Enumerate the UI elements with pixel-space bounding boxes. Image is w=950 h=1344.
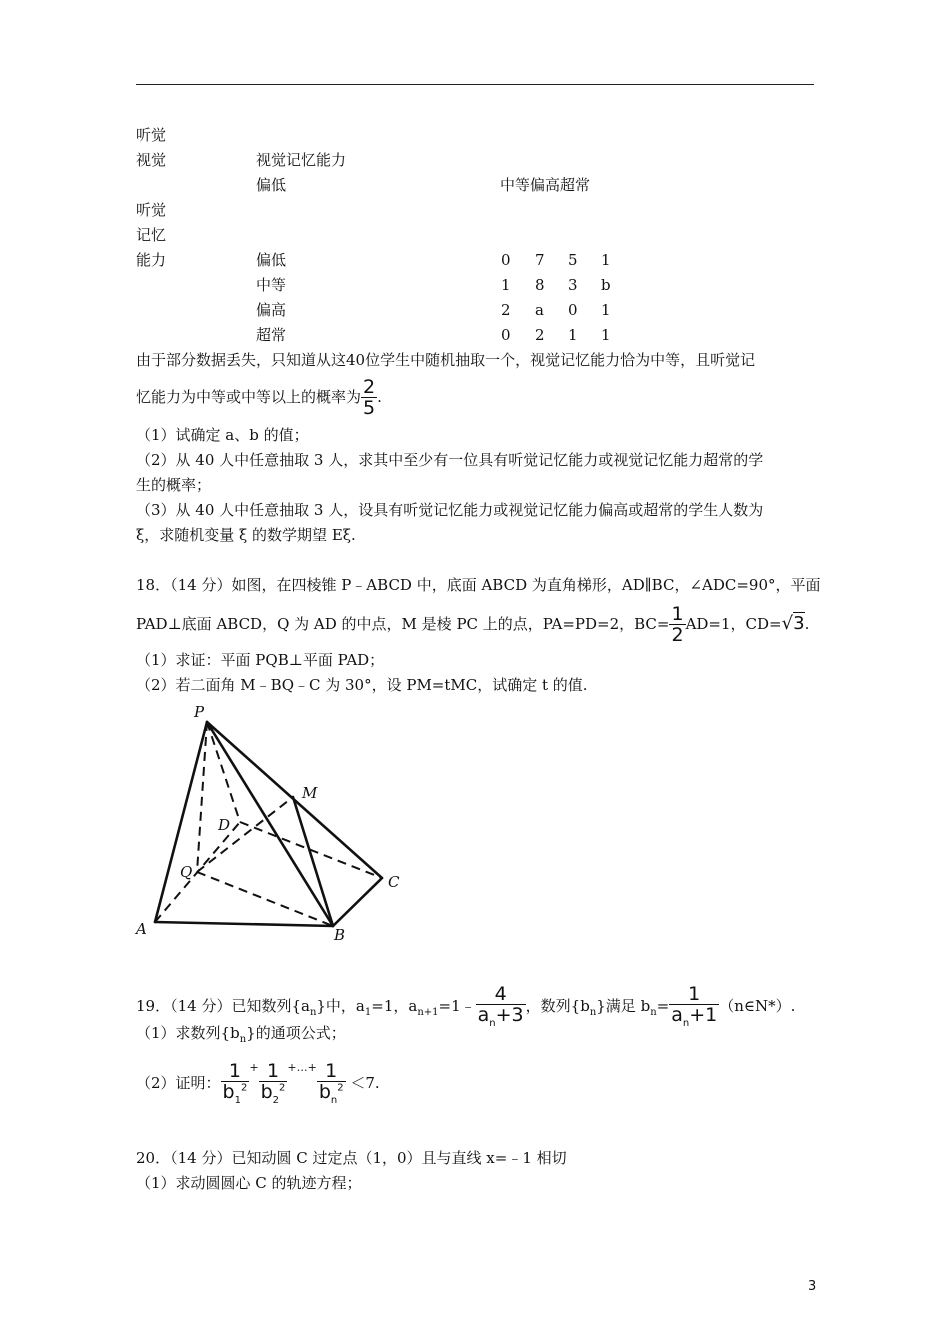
table-cell: 0 (568, 301, 578, 319)
frac-den (221, 1081, 250, 1106)
subscript: n (489, 1017, 496, 1029)
q19-text: （2）证明： (136, 1073, 221, 1092)
fraction-1-over-bn-sq (317, 1062, 346, 1106)
q19-text: （n∈N*）. (719, 996, 796, 1015)
q19-text: =1，a (371, 996, 418, 1015)
q17-part3a: （3）从 40 人中任意抽取 3 人，设具有听觉记忆能力或视觉记忆能力偏高或超常的学生人数为 (136, 501, 764, 519)
vertex-label-Q: Q (180, 863, 193, 881)
subscript: n (309, 1006, 317, 1018)
table-col-low: 偏低 (256, 176, 287, 194)
q17-part1: （1）试确定 a、b 的值； (136, 426, 309, 444)
superscript: 2 (240, 1082, 248, 1094)
table-cell: 3 (568, 276, 578, 294)
vertex-label-A: A (136, 920, 147, 938)
frac-num: 2 (363, 376, 376, 398)
q19-text: }满足 b (596, 996, 651, 1015)
subscript: 1 (364, 1006, 372, 1018)
pyramid-figure (130, 700, 420, 945)
q18-line2-mid: AD=1，CD= (685, 615, 782, 633)
subscript: 1 (234, 1094, 241, 1106)
q19-text: ，数列{b (525, 996, 590, 1015)
fraction-1-over-b1-sq (221, 1062, 250, 1106)
table-row-label: 偏高 (256, 301, 287, 319)
edge-PA (155, 722, 207, 922)
q19-text: ＜7. (350, 1073, 380, 1092)
q19-text: }中，a (316, 996, 365, 1015)
fraction-4-over-an-plus-3 (476, 985, 526, 1029)
q18-line2 (136, 605, 816, 645)
table-cell: 8 (535, 276, 545, 294)
table-cell: 2 (501, 301, 511, 319)
q19-text: 19．（14 分）已知数列{a (136, 996, 310, 1015)
fraction-1-over-b2-sq (259, 1062, 288, 1106)
vertex-label-C: C (388, 873, 400, 891)
table-row-head-1: 听觉 (136, 201, 167, 219)
vertex-label-B: B (334, 926, 346, 944)
q17-line1: 由于部分数据丢失，只知道从这40位学生中随机抽取一个，视觉记忆能力恰为中等，且听觉记 (136, 351, 756, 369)
frac-den-var: a (477, 1004, 490, 1026)
table-cell: 7 (535, 251, 545, 269)
superscript: 2 (279, 1082, 286, 1094)
table-header-visual-memory: 视觉记忆能力 (256, 151, 347, 169)
q19-text: = (656, 996, 670, 1015)
ellipsis-sum: +…+ (287, 1061, 317, 1074)
edge-AB (155, 922, 333, 926)
frac-num: 1 (671, 603, 684, 625)
q17-line2-end: . (377, 388, 382, 406)
frac-den-rest: +3 (495, 1004, 524, 1026)
table-cell: 1 (601, 251, 611, 269)
table-cell: 0 (501, 251, 511, 269)
fraction-one-half (669, 605, 685, 645)
q19-part2 (136, 1062, 816, 1106)
table-cell: 1 (568, 326, 578, 344)
table-cell: b (601, 276, 611, 294)
frac-den-rest: +1 (689, 1004, 718, 1026)
frac-den-var: b (318, 1081, 331, 1103)
table-cell: 0 (501, 326, 511, 344)
q19-text: =1﹣ (438, 996, 476, 1015)
table-cell: a (535, 301, 544, 319)
frac-den: 5 (363, 397, 376, 419)
frac-num: 4 (494, 983, 507, 1005)
edge-BC (333, 878, 382, 926)
table-cell: 2 (535, 326, 545, 344)
q20-part1: （1）求动圆圆心 C 的轨迹方程； (136, 1174, 362, 1192)
page-number: 3 (808, 1279, 817, 1294)
table-row-label: 偏低 (256, 251, 287, 269)
vertex-label-P: P (194, 703, 205, 721)
superscript: 2 (337, 1082, 344, 1094)
frac-num: 1 (266, 1060, 280, 1082)
q17-part3b: ξ，求随机变量 ξ 的数学期望 Eξ. (136, 526, 356, 544)
frac-num: 1 (228, 1060, 241, 1082)
table-row-label: 超常 (256, 326, 287, 344)
table-corner-audio: 听觉 (136, 126, 167, 144)
table-col-rest: 中等偏高超常 (500, 176, 591, 194)
frac-den-var: b (222, 1081, 235, 1103)
frac-den-var: a (671, 1004, 683, 1026)
edge-DC (240, 822, 382, 878)
q17-line2-text: 忆能力为中等或中等以上的概率为 (136, 388, 362, 406)
table-cell: 5 (568, 251, 578, 269)
q19-text: }的通项公式； (246, 1024, 346, 1042)
table-cell: 1 (601, 301, 611, 319)
table-cell: 1 (501, 276, 511, 294)
table-row-head-2: 记忆 (136, 226, 167, 244)
frac-num: 1 (688, 983, 701, 1005)
frac-num: 1 (325, 1060, 338, 1082)
q18-part1: （1）求证：平面 PQB⊥平面 PAD； (136, 651, 385, 669)
subscript: n (650, 1006, 657, 1018)
frac-den (259, 1081, 288, 1106)
subscript: 2 (272, 1094, 280, 1106)
vertex-label-D: D (218, 816, 231, 834)
q17-part2b: 生的概率； (136, 476, 212, 494)
q19-text: （1）求数列{b (136, 1024, 240, 1042)
q20-line1: 20．（14 分）已知动圆 C 过定点（1，0）且与直线 x=﹣1 相切 (136, 1149, 567, 1167)
subscript: n (239, 1034, 247, 1045)
sqrt-radicand: 3 (793, 613, 805, 634)
table-cell: 1 (601, 326, 611, 344)
q17-line2 (136, 378, 816, 418)
fraction-two-fifths (361, 378, 377, 418)
q18-line2-text: PAD⊥底面 ABCD，Q 为 AD 的中点，M 是棱 PC 上的点，PA=PD=2，BC= (136, 615, 670, 633)
table-corner-visual: 视觉 (136, 151, 167, 169)
q18-part2: （2）若二面角 M﹣BQ﹣C 为 30°，设 PM=tMC，试确定 t 的值. (136, 676, 588, 694)
frac-den: 2 (671, 624, 684, 646)
q19-line1 (136, 985, 816, 1029)
q18-line1: 18．（14 分）如图，在四棱锥 P﹣ABCD 中，底面 ABCD 为直角梯形，AD∥BC，∠ADC=90°，平面 (136, 576, 821, 594)
subscript: n (589, 1006, 597, 1018)
subscript: n (330, 1094, 338, 1106)
q19-part1 (136, 1026, 816, 1045)
sqrt-symbol: √ (781, 613, 794, 634)
header-rule (136, 84, 814, 85)
table-row-label: 中等 (256, 276, 287, 294)
vertex-label-M: M (302, 784, 318, 802)
fraction-1-over-an-plus-1 (669, 985, 719, 1029)
frac-den (317, 1081, 346, 1106)
frac-den-var: b (260, 1081, 273, 1103)
edge-QM (197, 797, 293, 872)
edge-QB (197, 872, 333, 926)
q17-part2a: （2）从 40 人中任意抽取 3 人，求其中至少有一位具有听觉记忆能力或视觉记忆能力超常的学 (136, 451, 764, 469)
plus-sign: + (249, 1061, 259, 1074)
subscript: n+1 (417, 1006, 439, 1018)
table-row-head-3: 能力 (136, 251, 167, 269)
subscript: n (682, 1017, 690, 1029)
q18-line2-end: . (804, 615, 810, 633)
